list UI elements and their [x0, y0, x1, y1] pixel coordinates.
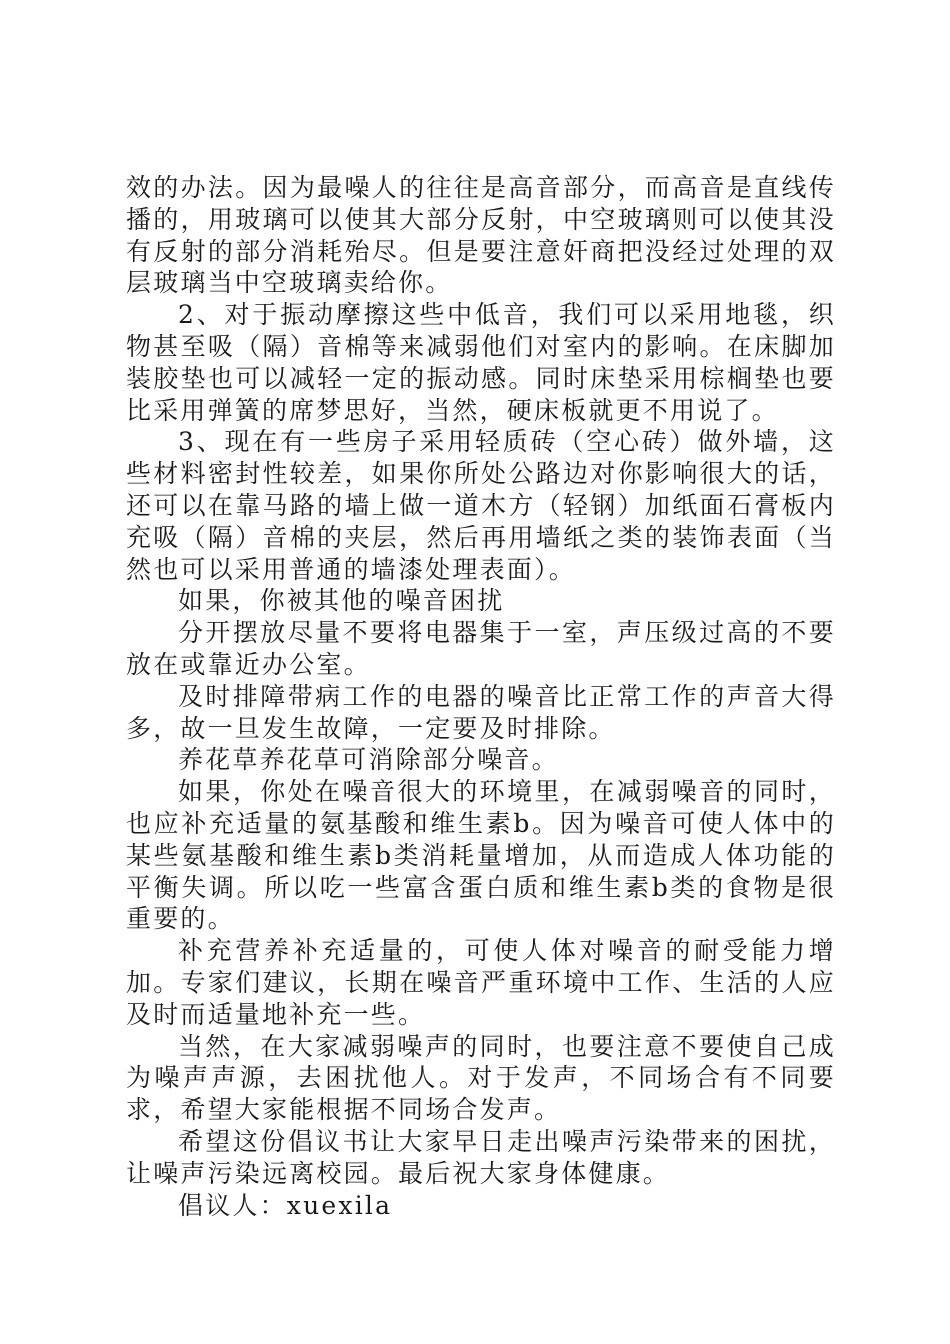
paragraph-4: 如果，你被其他的噪音困扰 [178, 586, 505, 616]
paragraph-5: 分开摆放尽量不要将电器集于一室，声压级过高的不要放在或靠近办公室。 [126, 618, 836, 679]
paragraph-11: 希望这份倡议书让大家早日走出噪声污染带来的困扰，让噪声污染远离校园。最后祝大家身体健康。 [126, 1126, 836, 1188]
paragraph-7: 养花草养花草可消除部分噪音。 [178, 745, 559, 775]
paragraph-8: 如果，你处在噪音很大的环境里，在减弱噪音的同时，也应补充适量的氨基酸和维生素b。因为噪音可使人体中的某些氨基酸和维生素b类消耗量增加，从而造成人体功能的平衡失调。所以吃一些富含蛋白质和维生素b类的食物是很重要的。 [126, 777, 836, 934]
paragraph-6: 及时排障带病工作的电器的噪音比正常工作的声音大得多，故一旦发生故障，一定要及时排除。 [126, 681, 836, 743]
paragraph-3: 3、现在有一些房子采用轻质砖（空心砖）做外墙，这些材料密封性较差，如果你所处公路边对你影响很大的话，还可以在靠马路的墙上做一道木方（轻钢）加纸面石膏板内充吸（隔）音棉的夹层，然后再用墙纸之类的装饰表面（当然也可以采用普通的墙漆处理表面）。 [126, 427, 836, 584]
paragraph-1: 效的办法。因为最噪人的往往是高音部分，而高音是直线传播的，用玻璃可以使其大部分反射，中空玻璃则可以使其没有反射的部分消耗殆尽。但是要注意奸商把没经过处理的双层玻璃当中空玻璃卖给你。 [126, 173, 836, 298]
signature-line: 倡议人：xuexila [178, 1190, 393, 1220]
document-body [126, 172, 836, 1221]
paragraph-10: 当然，在大家减弱噪声的同时，也要注意不要使自己成为噪声声源，去困扰他人。对于发声，不同场合有不同要求，希望大家能根据不同场合发声。 [126, 1031, 836, 1125]
paragraph-2: 2、对于振动摩擦这些中低音，我们可以采用地毯，织物甚至吸（隔）音棉等来减弱他们对室内的影响。在床脚加装胶垫也可以减轻一定的振动感。同时床垫采用棕榈垫也要比采用弹簧的席梦思好，当然，硬床板就更不用说了。 [126, 300, 836, 425]
paragraph-9: 补充营养补充适量的，可使人体对噪音的耐受能力增加。专家们建议，长期在噪音严重环境中工作、生活的人应及时而适量地补充一些。 [126, 936, 836, 1029]
